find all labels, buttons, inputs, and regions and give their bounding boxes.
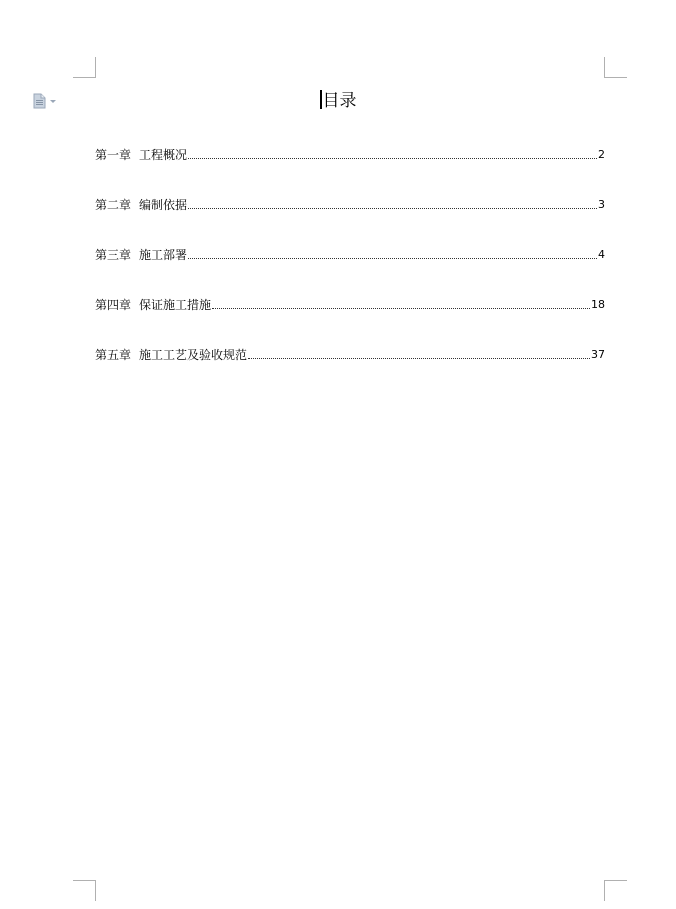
toc-page-number: 18 <box>591 298 605 311</box>
toc-chapter-label: 第一章 <box>95 148 132 162</box>
corner-mark-top-right <box>604 57 627 78</box>
toc-entry-title: 编制依据 <box>139 198 188 212</box>
toc-entry-chapter-5[interactable] <box>95 343 605 363</box>
corner-mark-bottom-right <box>604 880 627 901</box>
toc-dot-leader <box>248 358 590 359</box>
toc-entry-title: 施工工艺及验收规范 <box>139 348 248 362</box>
toc-list <box>95 143 605 393</box>
toc-dot-leader <box>188 158 597 159</box>
toc-page-number: 3 <box>598 198 605 211</box>
page-title: 目录 <box>322 91 357 111</box>
toc-entry-title: 工程概况 <box>139 148 188 162</box>
toc-chapter-label: 第二章 <box>95 198 132 212</box>
corner-mark-top-left <box>73 57 96 78</box>
toc-entry-chapter-2[interactable] <box>95 193 605 213</box>
toc-entry-title: 保证施工措施 <box>139 298 212 312</box>
toc-title-line[interactable] <box>0 89 676 113</box>
toc-entry-chapter-1[interactable] <box>95 143 605 163</box>
toc-page-number: 4 <box>598 248 605 261</box>
toc-chapter-label: 第四章 <box>95 298 132 312</box>
toc-dot-leader <box>188 258 597 259</box>
toc-dot-leader <box>188 208 597 209</box>
text-cursor <box>320 90 322 109</box>
toc-chapter-label: 第三章 <box>95 248 132 262</box>
toc-page-number: 37 <box>591 348 605 361</box>
toc-dot-leader <box>212 308 590 309</box>
toc-entry-title: 施工部署 <box>139 248 188 262</box>
corner-mark-bottom-left <box>73 880 96 901</box>
toc-entry-chapter-3[interactable] <box>95 243 605 263</box>
toc-page-number: 2 <box>598 148 605 161</box>
toc-entry-chapter-4[interactable] <box>95 293 605 313</box>
toc-chapter-label: 第五章 <box>95 348 132 362</box>
